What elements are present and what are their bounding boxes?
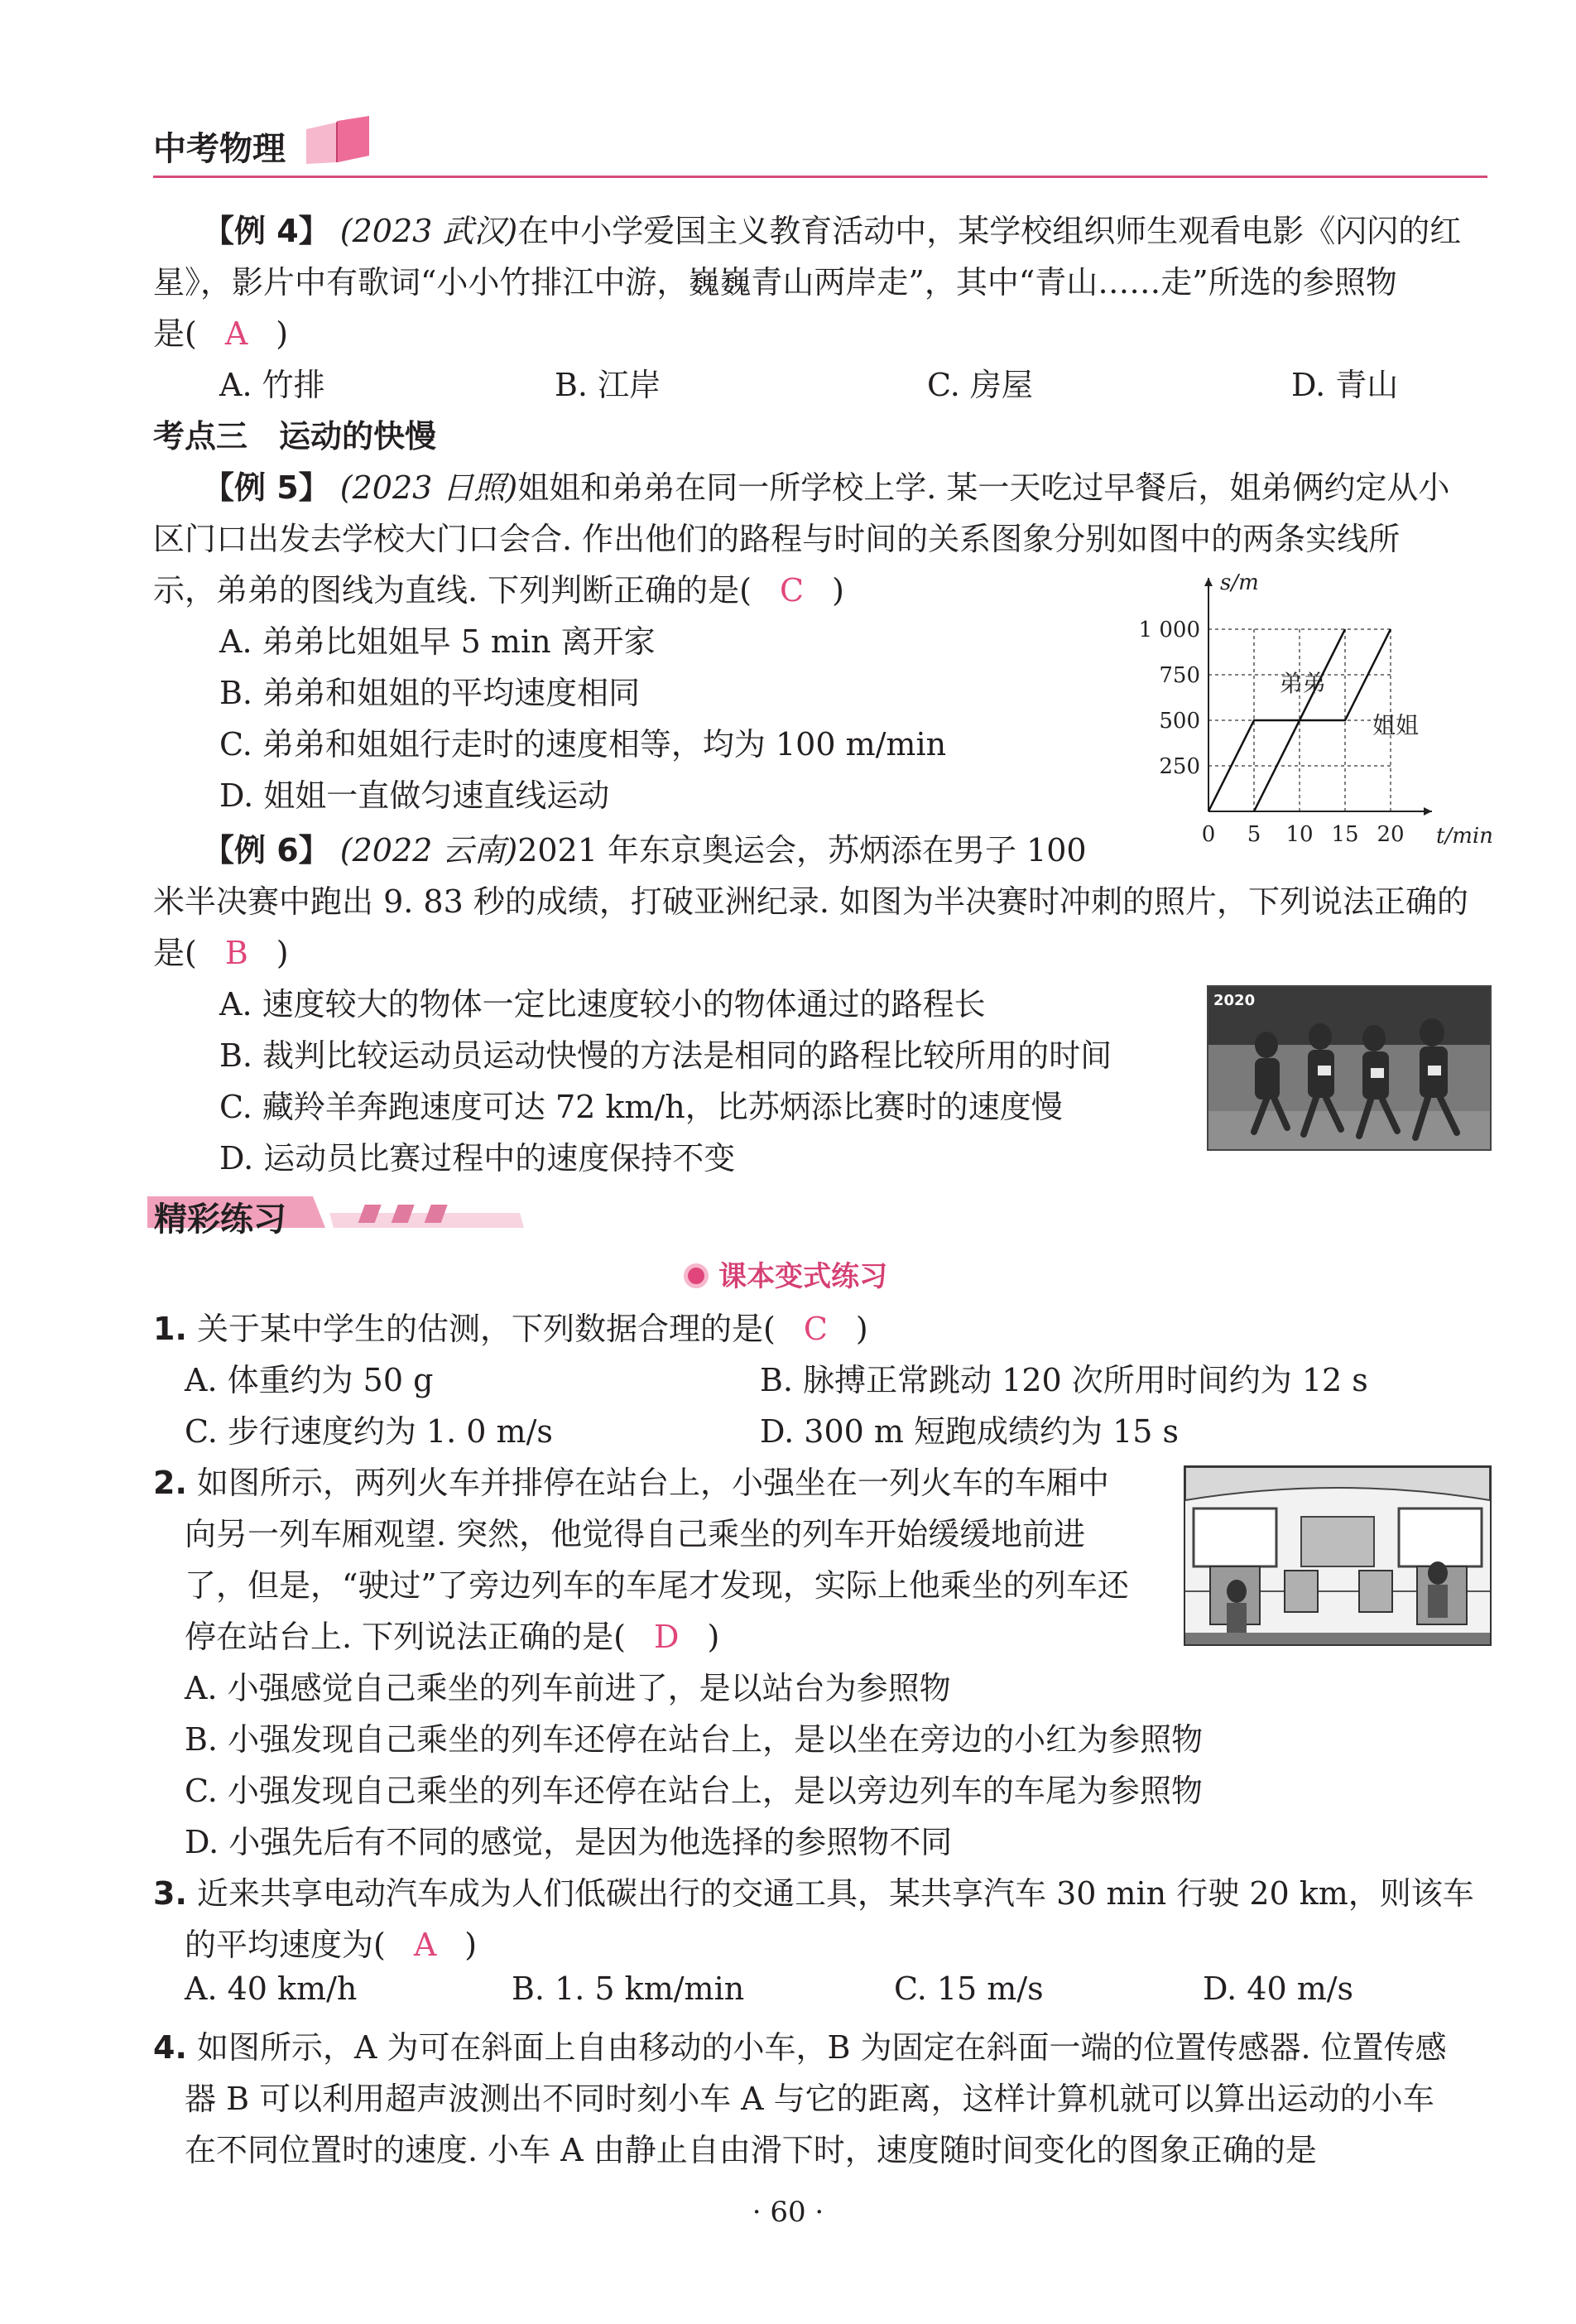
close-paren: ) [464, 1927, 478, 1963]
example-text: 是( [153, 315, 197, 352]
answer-text: C [780, 572, 805, 609]
question-text: 如图所示，A 为可在斜面上自由移动的小车，B 为固定在斜面一端的位置传感器. 位置传感 [196, 2029, 1447, 2066]
photo-watermark: 2020 [1213, 992, 1256, 1009]
question-text: 在不同位置时的速度. 小车 A 由静止自由滑下时，速度随时间变化的图象正确的是 [185, 2132, 1317, 2168]
x-tick-label: 0 [1201, 822, 1216, 844]
y-tick-label: 250 [1159, 754, 1200, 779]
option-a: A. 40 km/h [185, 1970, 358, 2007]
example-text: 在中小学爱国主义教育活动中，某学校组织师生观看电影《闪闪的红 [517, 213, 1462, 249]
question-text: 关于某中学生的估测，下列数据合理的是( [196, 1311, 776, 1347]
option-b: B. 1. 5 km/min [512, 1970, 745, 2007]
practice-banner [147, 1188, 536, 1239]
x-tick-label: 15 [1331, 822, 1359, 844]
answer-text: D [654, 1619, 680, 1655]
practice-subtitle [684, 1253, 887, 1294]
option-c: C. 15 m/s [894, 1970, 1044, 2007]
example-source: (2023 武汉) [339, 213, 518, 249]
x-tick-label: 5 [1247, 822, 1261, 844]
answer-text: B [224, 935, 248, 971]
option-c: C. 弟弟和姐姐行走时的速度相等，均为 100 m/min [219, 726, 947, 763]
y-axis-arrow-icon [1204, 578, 1213, 586]
practice-title: 精彩练习 [154, 1200, 286, 1239]
question-3 [153, 1868, 1494, 2017]
series-label: 弟弟 [1279, 669, 1326, 697]
close-paren: ) [276, 935, 289, 971]
option-b: B. 小强发现自己乘坐的列车还停在站台上，是以坐在旁边的小红为参照物 [185, 1721, 1204, 1758]
page-header [153, 123, 286, 170]
option-b: B. 弟弟和姐姐的平均速度相同 [219, 675, 641, 711]
question-text: 近来共享电动汽车成为人们低碳出行的交通工具，某共享汽车 30 min 行驶 20 km，则该车 [196, 1875, 1474, 1912]
subtitle-text: 课本变式练习 [718, 1260, 888, 1293]
example-4 [153, 205, 1494, 403]
option-d: D. 40 m/s [1203, 1970, 1354, 2007]
y-axis-label: s/m [1220, 570, 1259, 595]
option-b: B. 江岸 [555, 367, 661, 403]
answer-text: A [413, 1927, 437, 1963]
train-carriage-illustration [1184, 1465, 1492, 1646]
example-text: 区门口出发去学校大门口会合. 作出他们的路程与时间的关系图象分别如图中的两条实线所 [153, 521, 1401, 557]
question-4 [153, 2022, 1494, 2171]
x-axis-arrow-icon [1424, 807, 1432, 816]
distance-time-chart [1134, 563, 1498, 844]
example-source: (2023 日照) [339, 469, 518, 506]
example-tag: 【例 6】 [203, 832, 330, 868]
example-text: 2021 年东京奥运会，苏炳添在男子 100 [517, 832, 1087, 868]
question-text: 如图所示，两列火车并排停在站台上，小强坐在一列火车的车厢中 [196, 1465, 1109, 1501]
header-book-icon [305, 114, 371, 169]
answer-text: A [224, 315, 248, 352]
sprint-photo [1207, 985, 1492, 1151]
question-number: 3. [153, 1875, 187, 1912]
option-c: C. 小强发现自己乘坐的列车还停在站台上，是以旁边列车的车尾为参照物 [185, 1773, 1203, 1809]
question-text: 器 B 可以利用超声波测出不同时刻小车 A 与它的距离，这样计算机就可以算出运动的小车 [185, 2081, 1434, 2117]
question-text: 向另一列车厢观望. 突然，他觉得自己乘坐的列车开始缓缓地前进 [185, 1516, 1086, 1552]
question-number: 1. [153, 1311, 187, 1347]
example-tag: 【例 4】 [203, 213, 330, 249]
option-c: C. 藏羚羊奔跑速度可达 72 km/h，比苏炳添比赛时的速度慢 [219, 1089, 1063, 1125]
section-heading: 考点三 运动的快慢 [153, 418, 437, 455]
y-tick-label: 750 [1159, 663, 1200, 688]
target-icon [684, 1263, 709, 1288]
x-tick-label: 20 [1377, 822, 1405, 844]
close-paren: ) [276, 315, 289, 352]
close-paren: ) [855, 1311, 868, 1347]
option-d: D. 青山 [1291, 367, 1399, 403]
option-a: A. 弟弟比姐姐早 5 min 离开家 [219, 623, 656, 660]
page-number: · 60 · [752, 2196, 824, 2229]
close-paren: ) [707, 1619, 720, 1655]
y-tick-label: 500 [1159, 709, 1200, 734]
close-paren: ) [832, 572, 844, 609]
option-a: A. 小强感觉自己乘坐的列车前进了，是以站台为参照物 [185, 1670, 951, 1706]
question-text: 了，但是，“驶过”了旁边列车的车尾才发现，实际上他乘坐的列车还 [185, 1567, 1129, 1604]
header-rule [153, 176, 1487, 178]
question-number: 4. [153, 2029, 187, 2066]
option-a: A. 体重约为 50 g [185, 1362, 434, 1398]
option-a: A. 速度较大的物体一定比速度较小的物体通过的路程长 [219, 986, 986, 1022]
option-a: A. 竹排 [219, 367, 325, 403]
example-text: 星》，影片中有歌词“小小竹排江中游，巍巍青山两岸走”，其中“青山……走”所选的参照物 [153, 264, 1397, 301]
example-text: 示，弟弟的图线为直线. 下列判断正确的是( [153, 572, 752, 609]
x-tick-label: 10 [1285, 822, 1314, 844]
y-tick-label: 1 000 [1138, 618, 1200, 642]
example-text: 米半决赛中跑出 9. 83 秒的成绩，打破亚洲纪录. 如图为半决赛时冲刺的照片，下列说法正确的 [153, 883, 1469, 920]
option-b: B. 脉搏正常跳动 120 次所用时间约为 12 s [760, 1362, 1368, 1398]
option-d: D. 姐姐一直做匀速直线运动 [219, 777, 610, 814]
question-1 [153, 1303, 1494, 1452]
question-text: 的平均速度为( [185, 1927, 386, 1963]
x-axis-label: t/min [1436, 824, 1493, 844]
option-d: D. 运动员比赛过程中的速度保持不变 [219, 1140, 736, 1176]
option-b: B. 裁判比较运动员运动快慢的方法是相同的路程比较所用的时间 [219, 1037, 1112, 1074]
option-c: C. 房屋 [927, 367, 1033, 403]
answer-text: C [803, 1311, 828, 1347]
option-c: C. 步行速度约为 1. 0 m/s [185, 1413, 553, 1450]
option-d: D. 300 m 短跑成绩约为 15 s [760, 1413, 1180, 1450]
example-source: (2022 云南) [339, 832, 518, 868]
example-text: 姐姐和弟弟在同一所学校上学. 某一天吃过早餐后，姐弟俩约定从小 [517, 469, 1450, 506]
option-d: D. 小强先后有不同的感觉，是因为他选择的参照物不同 [185, 1824, 953, 1860]
series-label: 姐姐 [1372, 711, 1420, 739]
example-text: 是( [153, 935, 197, 971]
header-title: 中考物理 [153, 130, 286, 168]
example-tag: 【例 5】 [203, 469, 330, 506]
question-number: 2. [153, 1465, 187, 1501]
question-text: 停在站台上. 下列说法正确的是( [185, 1619, 626, 1655]
